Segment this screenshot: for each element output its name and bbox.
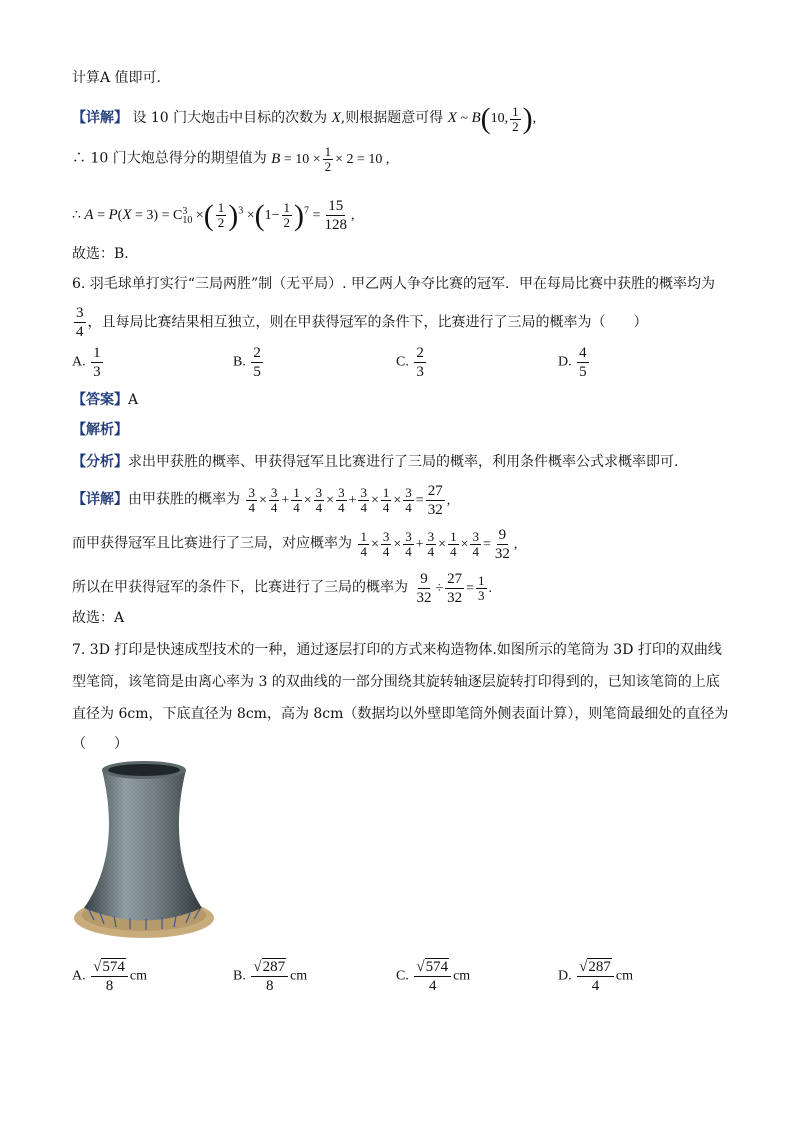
q7-option-c: C. $\frac{√574}{4}$ cm	[396, 959, 471, 994]
expectation-eq: B = 10 × $\frac{1}{2}$ × 2 = 10 ,	[271, 144, 390, 174]
q7-stem-1: 7. 3D 打印是快速成型技术的一种，通过逐层打印的方式来构造物体.如图所示的笔筒为 3D 打印的双曲线	[72, 642, 722, 658]
option-den: 5	[253, 364, 261, 380]
option-unit: cm	[129, 968, 147, 984]
option-den: 8	[265, 978, 274, 994]
option-unit: cm	[290, 968, 308, 984]
conditional-expr: $\frac{9}{32}$ ÷ $\frac{27}{32}$ = $\frac{1}{3}$ .	[416, 571, 493, 606]
option-num: 2	[416, 345, 424, 361]
q7-stem-2: 型笔筒，该笔筒是由离心率为 3 的双曲线的一部分围绕其旋转轴逐层旋转打印得到的，已知该笔筒的上底	[72, 674, 720, 690]
detail-line-q5	[72, 104, 536, 134]
q7-stem-4: （ ）	[72, 736, 128, 752]
option-label: B.	[233, 968, 246, 984]
q7-option-a: A. $\frac{√574}{8}$ cm	[72, 959, 147, 994]
line-1-text: 计算A 值即可.	[72, 70, 162, 86]
option-radicand: 287	[588, 959, 611, 975]
text-line-1	[72, 68, 161, 88]
option-den: 5	[579, 364, 587, 380]
analysis-tag: 【解析】	[72, 422, 128, 438]
q6-option-c	[396, 344, 428, 381]
option-den: 3	[416, 364, 424, 380]
q7-stem-line-3	[72, 704, 728, 724]
probability-line	[72, 197, 354, 234]
q6-stem-line-1	[72, 274, 715, 294]
xiangjie-text: 由甲获胜的概率为	[128, 491, 240, 508]
q6-prob-fraction: $\frac{3}{4}$	[76, 305, 84, 340]
q7-stem-line-1	[72, 640, 722, 660]
option-label: C.	[396, 354, 409, 370]
answer-line	[72, 390, 138, 410]
q7-stem-line-2	[72, 672, 720, 692]
option-label: A.	[72, 968, 86, 984]
three-games-text: 而甲获得冠军且比赛进行了三局，对应概率为	[72, 535, 352, 552]
option-num: 4	[579, 345, 587, 361]
q6-stem-1: 6. 羽毛球单打实行“三局两胜”制（无平局）. 甲乙两人争夺比赛的冠军．甲在每局比赛中获胜的概率均为	[72, 276, 716, 292]
three-games-line	[72, 526, 517, 563]
choose-a-line	[72, 608, 124, 628]
q7-stem-line-4	[72, 734, 128, 754]
expectation-text: ∴ 10 门大炮总得分的期望值为	[72, 150, 267, 167]
answer-value: A	[128, 392, 139, 408]
choose-a-text: 故选：A	[72, 610, 125, 626]
fenxi-line	[72, 452, 678, 472]
option-den: 3	[93, 364, 101, 380]
option-radicand: 574	[102, 959, 125, 975]
answer-tag: 【答案】	[72, 392, 128, 408]
q7-option-b: B. $\frac{√287}{8}$ cm	[233, 959, 308, 994]
option-den: 4	[428, 978, 437, 994]
detail-tag: 【详解】	[72, 110, 128, 127]
q6-stem-line-2	[72, 304, 648, 341]
conditional-text: 所以在甲获得冠军的条件下，比赛进行了三局的概率为	[72, 579, 408, 596]
q7-stem-3: 直径为 6cm，下底直径为 8cm，高为 8cm（数据均以外壁即笔筒外侧表面计算），则笔筒最细处的直径为	[72, 706, 729, 722]
q6-option-b	[233, 344, 265, 381]
xiangjie-line	[72, 482, 450, 519]
option-radicand: 574	[425, 959, 449, 975]
option-label: D.	[558, 354, 572, 370]
hyperboloid-image	[72, 758, 220, 944]
option-label: A.	[72, 354, 86, 370]
var-x: X	[331, 110, 341, 127]
detail-text-2: ,则根据题意可得	[340, 110, 444, 127]
option-num: 1	[93, 345, 101, 361]
q6-stem-2: ，且每局比赛结果相互独立，则在甲获得冠军的条件下，比赛进行了三局的概率为（ ）	[87, 314, 648, 331]
option-unit: cm	[615, 968, 633, 984]
conditional-line	[72, 570, 492, 607]
option-den: 8	[105, 978, 114, 994]
option-num: 2	[253, 345, 261, 361]
expectation-line	[72, 145, 389, 174]
fenxi-text: 求出甲获胜的概率、甲获得冠军且比赛进行了三局的概率，利用条件概率公式求概率即可.	[128, 454, 679, 470]
pen-holder-figure	[72, 758, 220, 944]
fenxi-tag: 【分析】	[72, 454, 128, 470]
xiangjie-tag: 【详解】	[72, 491, 128, 508]
choose-b-text: 故选：B.	[72, 246, 129, 262]
option-label: D.	[558, 968, 572, 984]
option-den: 4	[591, 978, 600, 994]
q7-option-d: D. $\frac{√287}{4}$ cm	[558, 959, 633, 994]
three-games-expr: $\frac{1}{4}$ × $\frac{3}{4}$ × $\frac{3}{4}$ + $\frac{3}{4}$ × $\frac{1}{4}$ × $\frac{3}{4}$ = $\frac{9}{32}$ ,	[360, 527, 518, 562]
binomial-expr: X ~ B(10, $\frac{1}{2}$ ),	[447, 102, 537, 135]
option-label: C.	[396, 968, 409, 984]
option-unit: cm	[453, 968, 471, 984]
probability-eq: ∴ A = P(X = 3) = C 3 10 ×( $\frac{1}{2}$ )$^3$ ×(1− $\frac{1}{2}$ )$^7$ = $\frac{15}{128}$ ,	[72, 198, 355, 233]
win-prob-expr: $\frac{3}{4}$ × $\frac{3}{4}$ + $\frac{1}{4}$ × $\frac{3}{4}$ × $\frac{3}{4}$ + $\frac{3}{4}$ × $\frac{1}{4}$ × $\frac{3}{4}$ = $\frac{27}{32}$ ,	[248, 483, 451, 518]
detail-text: 设 10 门大炮击中目标的次数为	[132, 110, 328, 127]
option-label: B.	[233, 354, 246, 370]
choose-b-line	[72, 244, 129, 264]
q6-option-a	[72, 344, 105, 381]
option-radicand: 287	[262, 959, 286, 975]
analysis-line	[72, 420, 128, 440]
q6-option-d	[558, 344, 591, 381]
